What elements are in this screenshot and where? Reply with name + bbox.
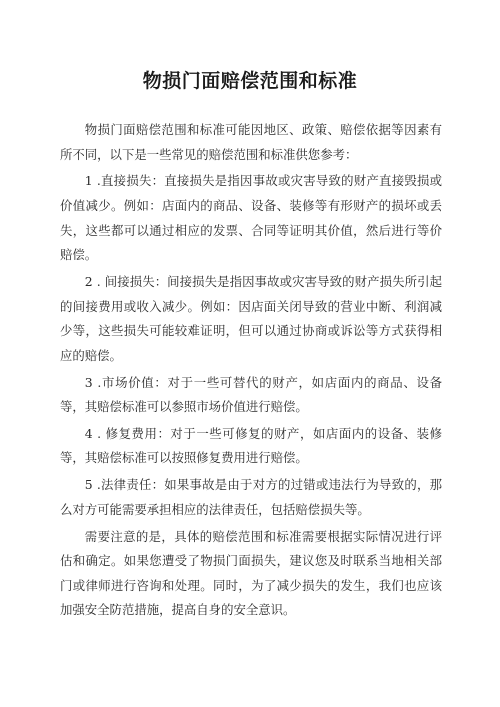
item-legal-liability: 5 .法律责任：如果事故是由于对方的过错或违法行为导致的，那么对方可能需要承担相应的法律责任，包括赔偿损失等。 xyxy=(60,477,442,517)
intro-paragraph: 物损门面赔偿范围和标准可能因地区、政策、赔偿依据等因素有所不同，以下是一些常见的赔偿范围和标准供您参考： xyxy=(60,122,442,162)
item-indirect-loss: 2 . 间接损失：间接损失是指因事故或灾害导致的财产损失所引起的间接费用或收入减少。例如：因店面关闭导致的营业中断、利润减少等，这些损失可能较难证明，但可以通过协商或诉讼等方式获得相应的赔偿。 xyxy=(60,273,442,363)
document-body xyxy=(60,118,442,625)
item-direct-loss: 1 .直接损失：直接损失是指因事故或灾害导致的财产直接毁损或价值减少。例如：店面内的商品、设备、装修等有形财产的损坏或丢失，这些都可以通过相应的发票、合同等证明其价值，然后进行等价赔偿。 xyxy=(60,173,442,263)
item-market-value: 3 .市场价值：对于一些可替代的财产，如店面内的商品、设备等，其赔偿标准可以参照市场价值进行赔偿。 xyxy=(60,374,442,415)
page-title: 物损门面赔偿范围和标准 xyxy=(142,70,358,92)
closing-paragraph: 需要注意的是，具体的赔偿范围和标准需要根据实际情况进行评估和确定。如果您遭受了物损门面损失，建议您及时联系当地相关部门或律师进行咨询和处理。同时，为了减少损失的发生，我们也应该加强安全防范措施，提高自身的安全意识。 xyxy=(60,528,442,618)
item-repair-cost: 4 . 修复费用：对于一些可修复的财产，如店面内的设备、装修等，其赔偿标准可以按照修复费用进行赔偿。 xyxy=(60,425,442,466)
